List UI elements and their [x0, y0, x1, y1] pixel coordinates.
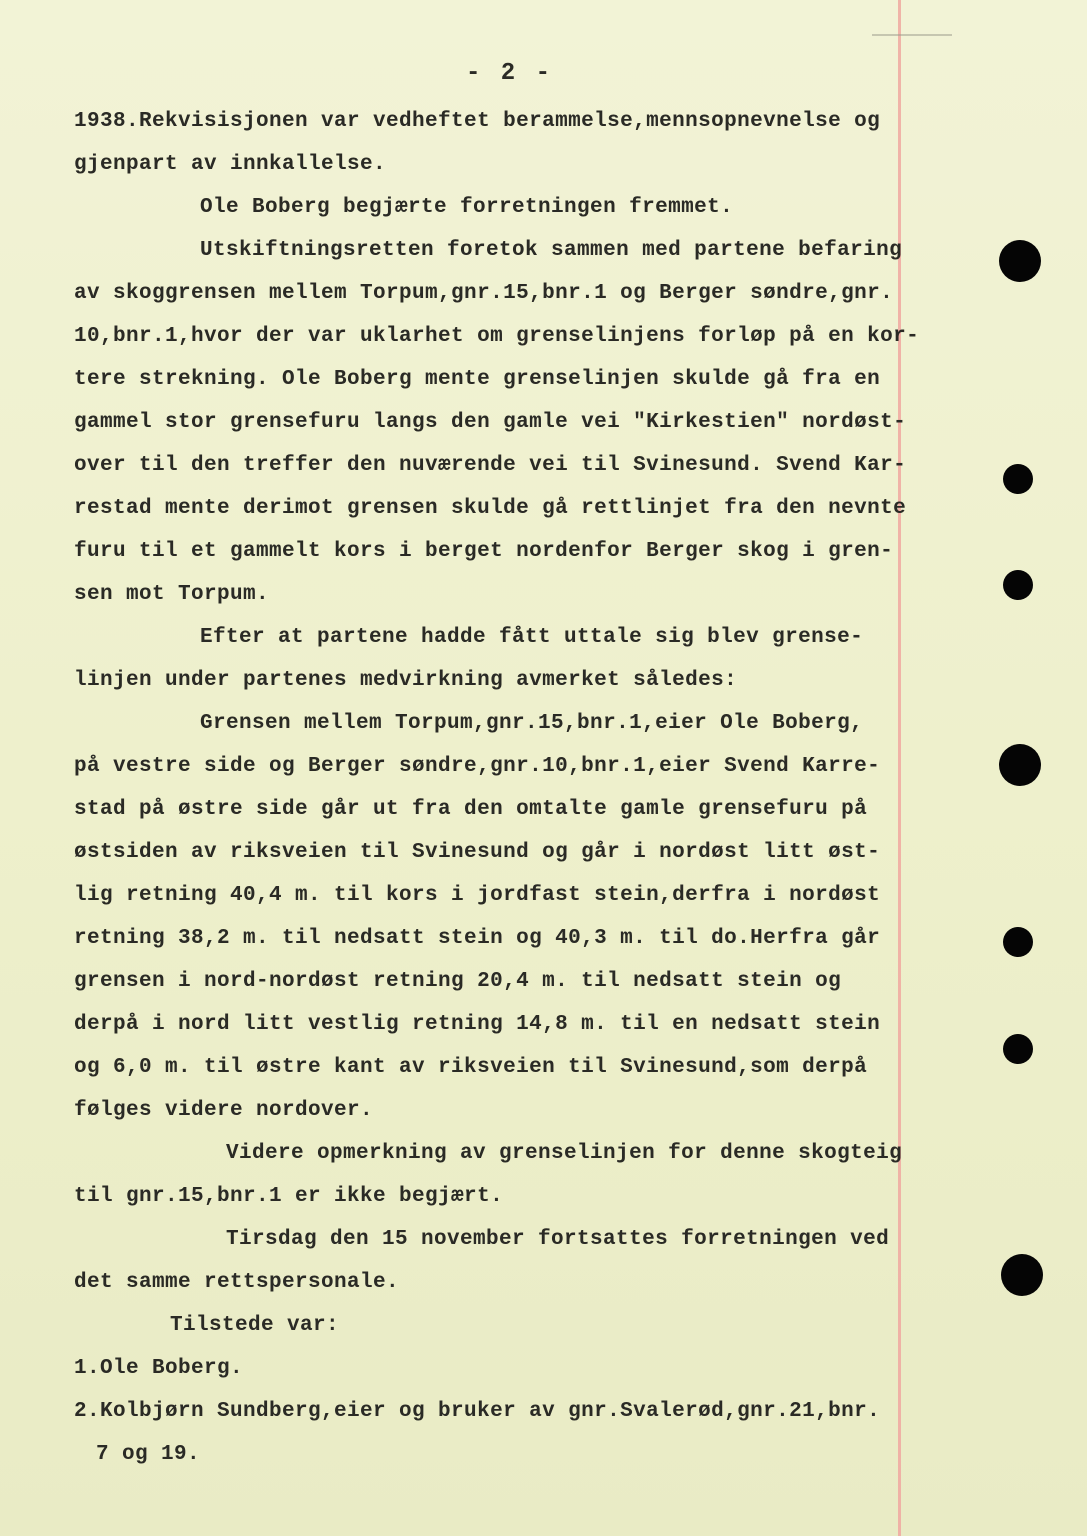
text-line: det samme rettspersonale. — [74, 1271, 400, 1294]
text-line: på vestre side og Berger søndre,gnr.10,bnr.1,eier Svend Karre- — [74, 755, 881, 778]
page-number: - 2 - — [466, 60, 554, 87]
text-line: furu til et gammelt kors i berget nordenfor Berger skog i gren- — [74, 540, 894, 563]
margin-rule — [898, 0, 901, 1536]
punch-hole-icon — [1003, 570, 1033, 600]
text-line: Tilstede var: — [170, 1314, 340, 1337]
punch-hole-icon — [1003, 464, 1033, 494]
text-line: stad på østre side går ut fra den omtalte gamle grensefuru på — [74, 798, 868, 821]
text-line: gjenpart av innkallelse. — [74, 153, 387, 176]
text-line: lig retning 40,4 m. til kors i jordfast stein,derfra i nordøst — [74, 884, 881, 907]
text-line: over til den treffer den nuværende vei til Svinesund. Svend Kar- — [74, 454, 907, 477]
punch-hole-icon — [1003, 927, 1033, 957]
text-line: og 6,0 m. til østre kant av riksveien til Svinesund,som derpå — [74, 1056, 868, 1079]
text-line: østsiden av riksveien til Svinesund og går i nordøst litt øst- — [74, 841, 881, 864]
text-line: 10,bnr.1,hvor der var uklarhet om grenselinjens forløp på en kor- — [74, 325, 920, 348]
text-line: til gnr.15,bnr.1 er ikke begjært. — [74, 1185, 504, 1208]
text-line: 1.Ole Boberg. — [74, 1357, 244, 1380]
text-line: 7 og 19. — [96, 1443, 201, 1466]
text-line: retning 38,2 m. til nedsatt stein og 40,3 m. til do.Herfra går — [74, 927, 881, 950]
text-line: av skoggrensen mellem Torpum,gnr.15,bnr.1 og Berger søndre,gnr. — [74, 282, 894, 305]
text-line: linjen under partenes medvirkning avmerket således: — [74, 669, 738, 692]
text-line: sen mot Torpum. — [74, 583, 270, 606]
text-line: Ole Boberg begjærte forretningen fremmet. — [200, 196, 734, 219]
punch-hole-icon — [1001, 1254, 1043, 1296]
text-line: Videre opmerkning av grenselinjen for denne skogteig — [226, 1142, 903, 1165]
punch-hole-icon — [999, 240, 1041, 282]
text-line: 1938.Rekvisisjonen var vedheftet berammelse,mennsopnevnelse og — [74, 110, 881, 133]
corner-mark — [872, 34, 952, 36]
text-line: Tirsdag den 15 november fortsattes forretningen ved — [226, 1228, 890, 1251]
punch-hole-icon — [999, 744, 1041, 786]
text-line: 2.Kolbjørn Sundberg,eier og bruker av gnr.Svalerød,gnr.21,bnr. — [74, 1400, 881, 1423]
text-line: gammel stor grensefuru langs den gamle vei "Kirkestien" nordøst- — [74, 411, 907, 434]
text-line: restad mente derimot grensen skulde gå rettlinjet fra den nevnte — [74, 497, 907, 520]
text-line: Grensen mellem Torpum,gnr.15,bnr.1,eier Ole Boberg, — [200, 712, 864, 735]
text-line: følges videre nordover. — [74, 1099, 374, 1122]
text-line: tere strekning. Ole Boberg mente grenselinjen skulde gå fra en — [74, 368, 881, 391]
text-line: Utskiftningsretten foretok sammen med partene befaring — [200, 239, 903, 262]
text-line: Efter at partene hadde fått uttale sig blev grense- — [200, 626, 864, 649]
text-line: derpå i nord litt vestlig retning 14,8 m. til en nedsatt stein — [74, 1013, 881, 1036]
punch-hole-icon — [1003, 1034, 1033, 1064]
text-line: grensen i nord-nordøst retning 20,4 m. til nedsatt stein og — [74, 970, 842, 993]
